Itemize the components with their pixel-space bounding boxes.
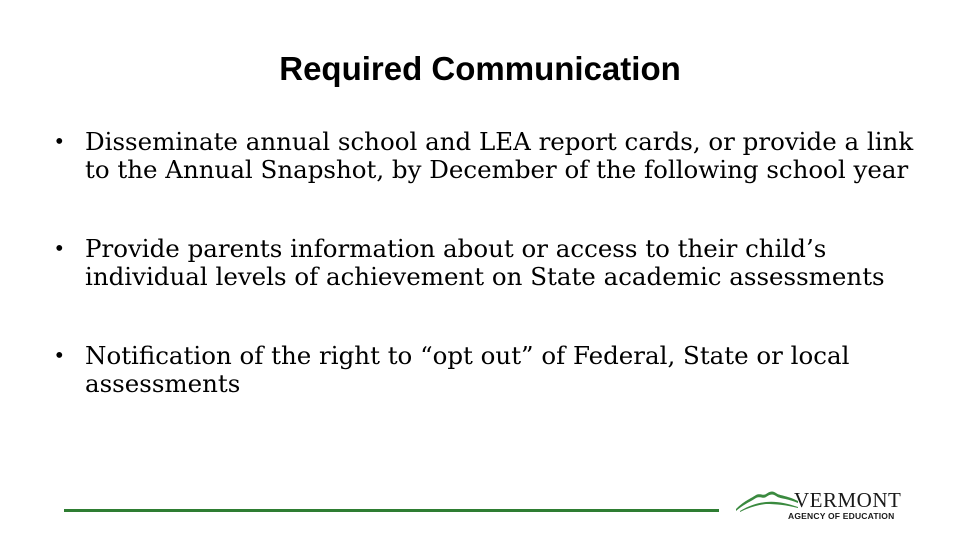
mountain-logo-icon xyxy=(736,487,798,513)
bullet-text: Provide parents information about or access to their child’s individual levels of achievement on State academic assessments xyxy=(85,234,885,291)
logo-subtitle: AGENCY OF EDUCATION xyxy=(788,511,895,521)
bullet-item xyxy=(55,342,925,398)
bullet-marker: • xyxy=(55,128,64,155)
slide-title: Required Communication xyxy=(279,50,681,87)
footer-divider xyxy=(64,509,719,512)
bullet-item xyxy=(55,235,925,291)
bullet-text: Disseminate annual school and LEA report cards, or provide a link to the Annual Snapshot, by December of the following school year xyxy=(85,127,914,184)
logo-wordmark: VERMONT xyxy=(794,488,902,512)
bullet-text: Notification of the right to “opt out” of Federal, State or local assessments xyxy=(85,341,850,398)
bullet-item xyxy=(55,128,925,184)
bullet-marker: • xyxy=(55,342,64,369)
bullet-list xyxy=(55,128,925,449)
bullet-marker: • xyxy=(55,235,64,262)
vermont-agency-logo xyxy=(736,487,906,523)
